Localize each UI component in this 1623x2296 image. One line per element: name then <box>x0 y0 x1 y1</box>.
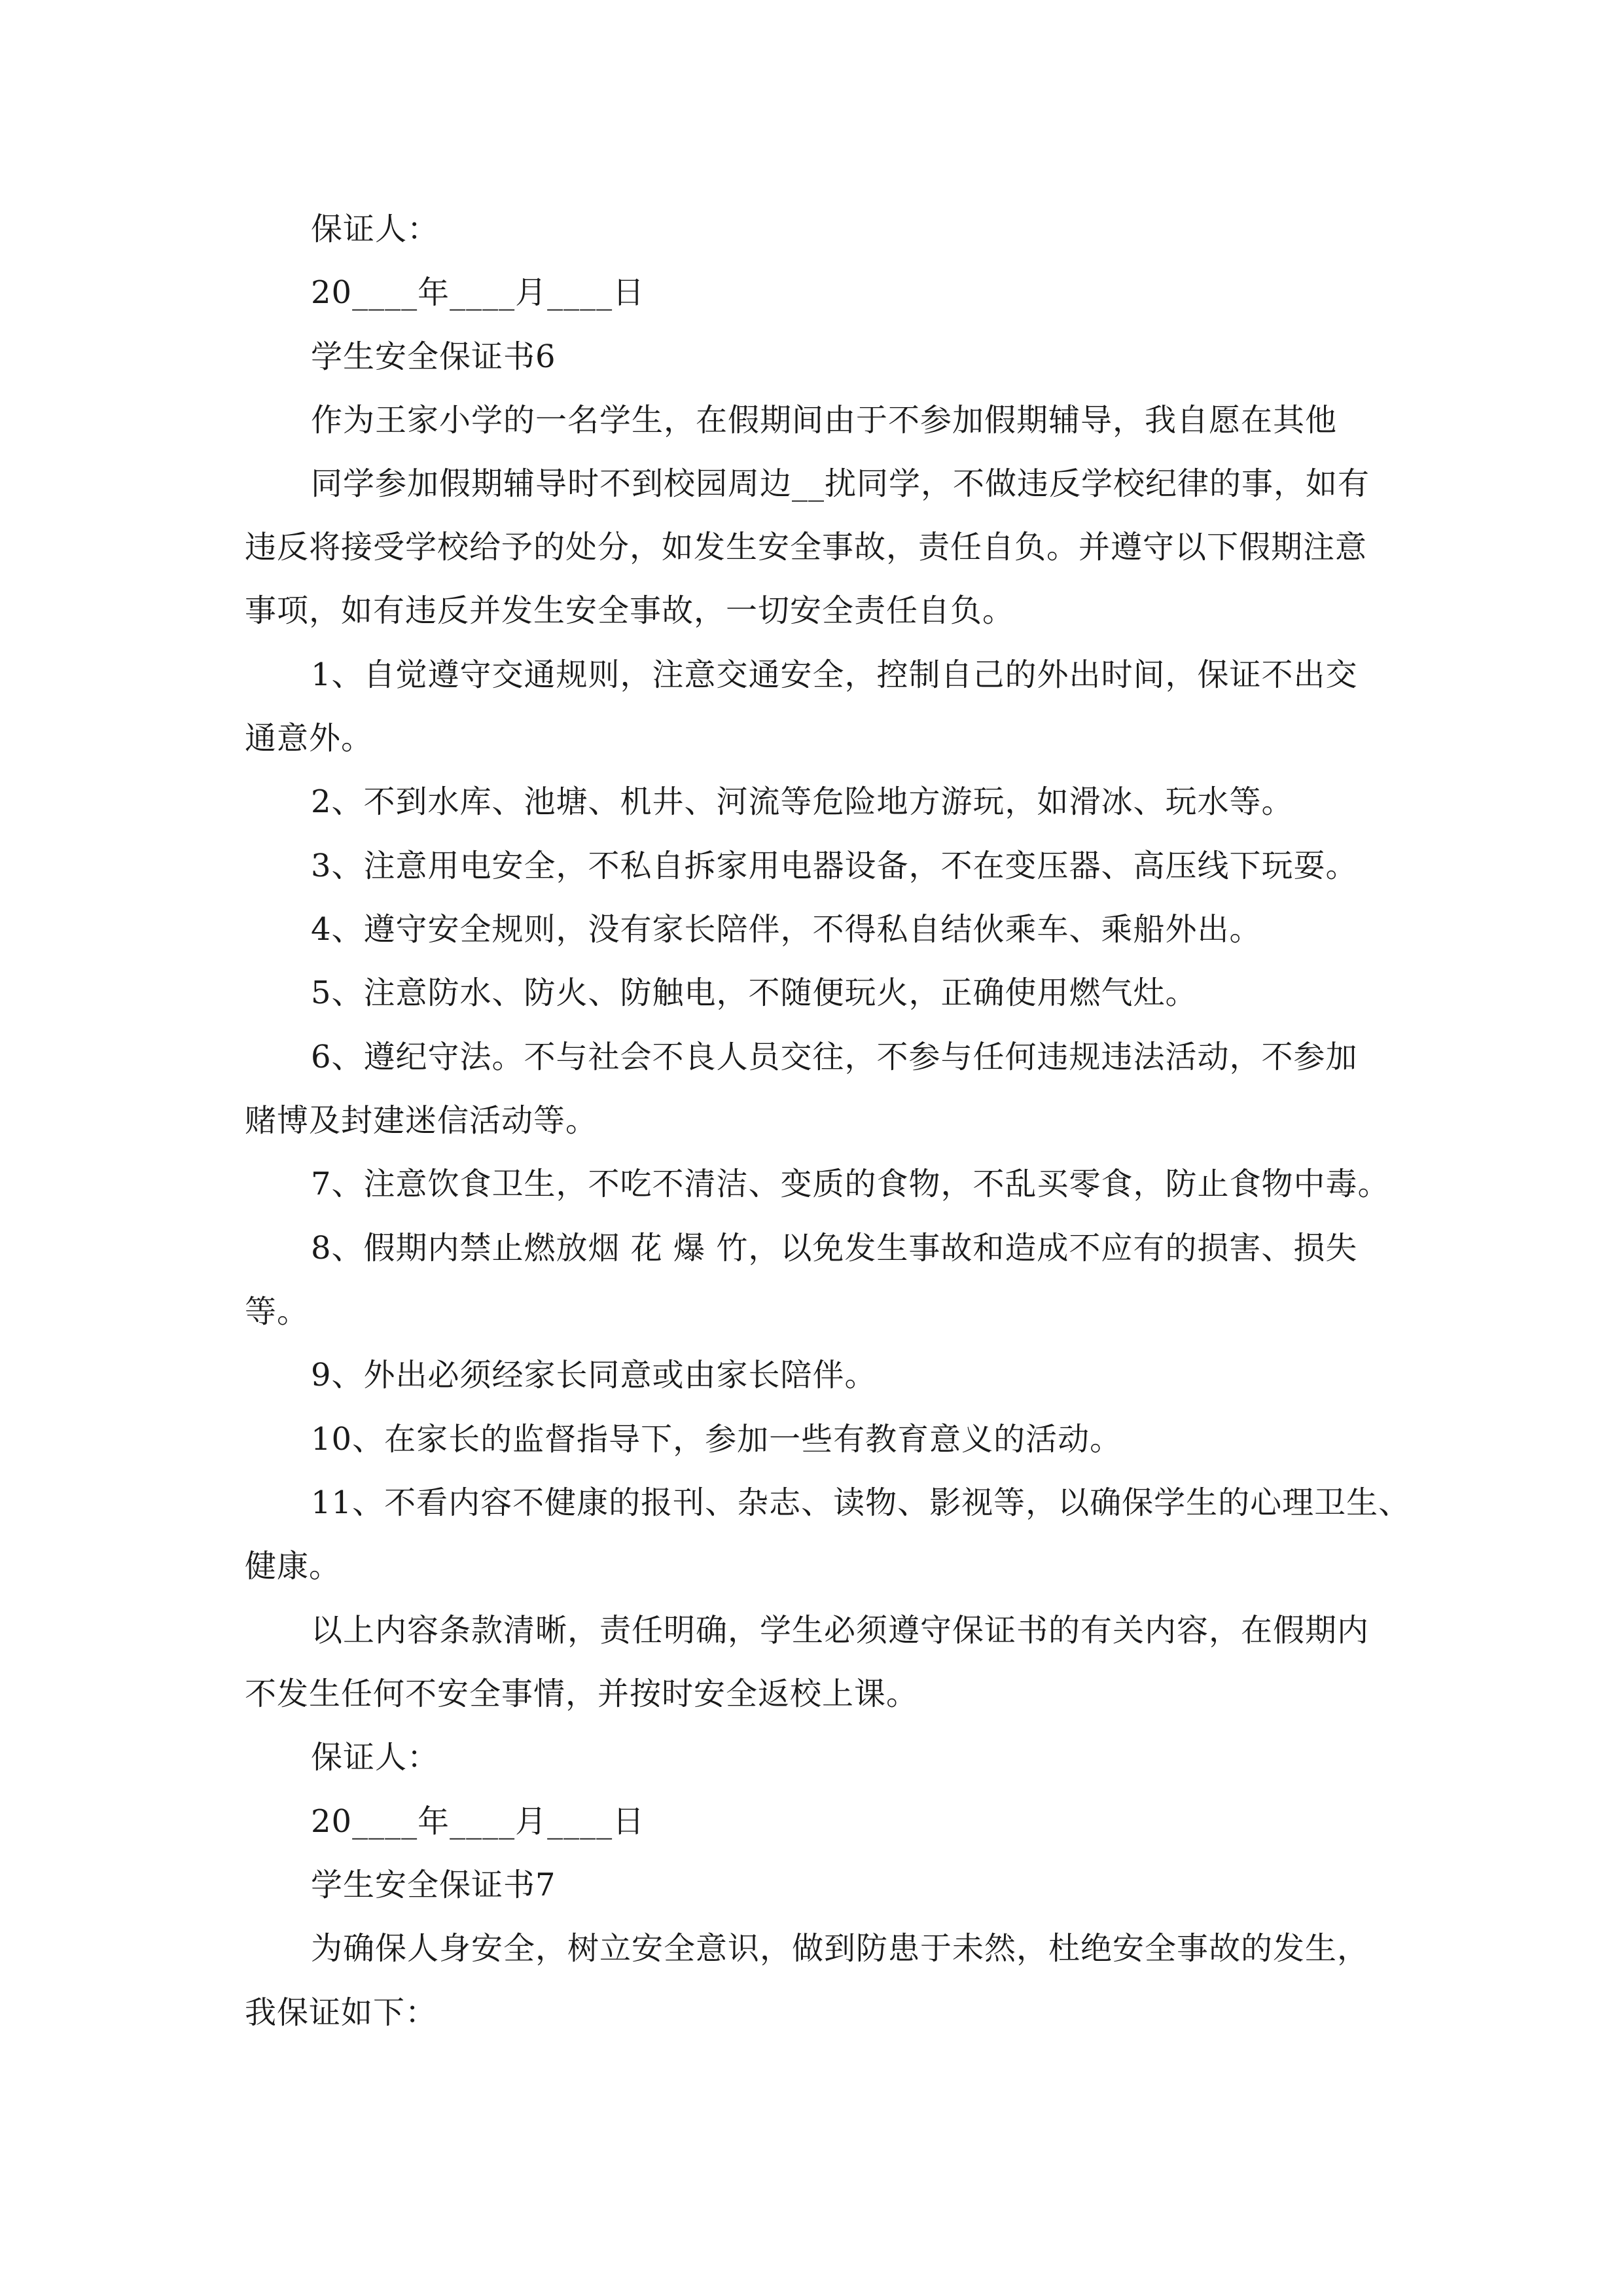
list-item: 5、注意防水、防火、防触电，不随便玩火，正确使用燃气灶。 <box>311 975 1198 1011</box>
date-line: 20____年____月____日 <box>311 274 645 311</box>
list-item: 11、不看内容不健康的报刊、杂志、读物、影视等，以确保学生的心理卫生、 <box>311 1484 1411 1521</box>
list-item: 8、假期内禁止燃放烟 花 爆 竹，以免发生事故和造成不应有的损害、损失 <box>311 1230 1358 1266</box>
paragraph-line: 我保证如下： <box>245 1994 438 2031</box>
section-title: 学生安全保证书6 <box>311 338 556 375</box>
list-item-continuation: 通意外。 <box>245 720 374 757</box>
section-title: 学生安全保证书7 <box>311 1867 556 1903</box>
list-item: 4、遵守安全规则，没有家长陪伴，不得私自结伙乘车、乘船外出。 <box>311 911 1262 948</box>
paragraph-line: 以上内容条款清晰，责任明确，学生必须遵守保证书的有关内容，在假期内 <box>311 1612 1370 1649</box>
list-item-continuation: 等。 <box>245 1293 310 1330</box>
list-item: 10、在家长的监督指导下，参加一些有教育意义的活动。 <box>311 1421 1122 1458</box>
list-item-continuation: 健康。 <box>245 1548 342 1585</box>
date-line: 20____年____月____日 <box>311 1803 645 1840</box>
guarantor-label: 保证人： <box>311 1739 440 1776</box>
list-item-continuation: 赌博及封建迷信活动等。 <box>245 1102 598 1139</box>
guarantor-label: 保证人： <box>311 211 440 247</box>
list-item: 6、遵纪守法。不与社会不良人员交往，不参与任何违规违法活动，不参加 <box>311 1039 1358 1075</box>
paragraph-line: 为确保人身安全，树立安全意识，做到防患于未然，杜绝安全事故的发生， <box>311 1930 1370 1967</box>
paragraph-line: 同学参加假期辅导时不到校园周边__扰同学，不做违反学校纪律的事，如有 <box>311 465 1370 502</box>
paragraph-line: 不发生任何不安全事情，并按时安全返校上课。 <box>245 1676 919 1712</box>
paragraph-line: 违反将接受学校给予的处分，如发生安全事故，责任自负。并遵守以下假期注意 <box>245 529 1368 565</box>
list-item: 3、注意用电安全，不私自拆家用电器设备，不在变压器、高压线下玩耍。 <box>311 848 1358 884</box>
list-item: 9、外出必须经家长同意或由家长陪伴。 <box>311 1357 877 1393</box>
list-item: 2、不到水库、池塘、机井、河流等危险地方游玩，如滑冰、玩水等。 <box>311 783 1294 820</box>
list-item: 7、注意饮食卫生，不吃不清洁、变质的食物，不乱买零食，防止食物中毒。 <box>311 1166 1390 1202</box>
list-item: 1、自觉遵守交通规则，注意交通安全，控制自己的外出时间，保证不出交 <box>311 656 1358 693</box>
paragraph-line: 作为王家小学的一名学生，在假期间由于不参加假期辅导，我自愿在其他 <box>311 402 1338 439</box>
paragraph-line: 事项，如有违反并发生安全事故，一切安全责任自负。 <box>245 592 1015 629</box>
